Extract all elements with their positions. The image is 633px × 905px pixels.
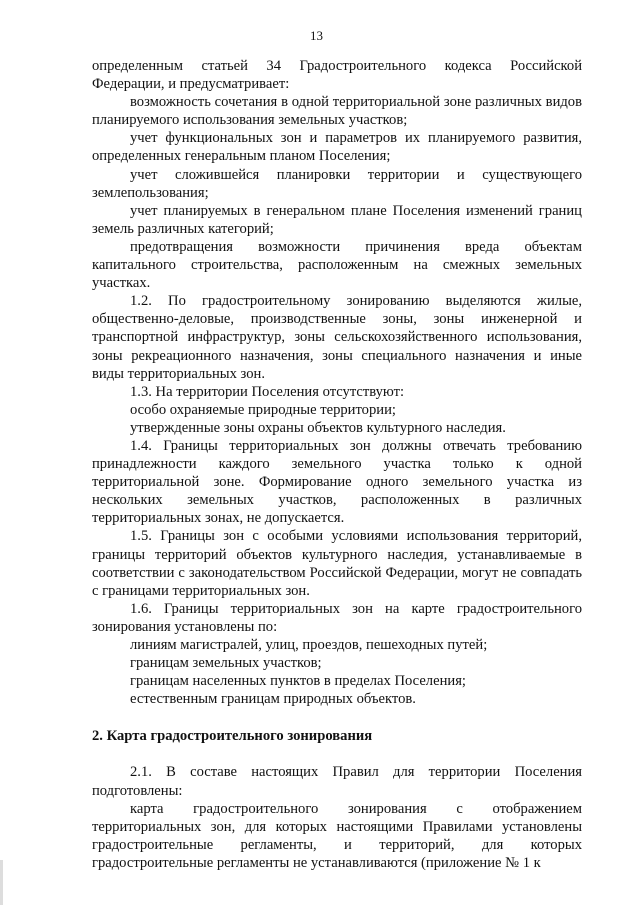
paragraph: определенным статьей 34 Градостроительного кодекса Российской Федерации, и предусматривает: — [92, 58, 582, 93]
paragraph: возможность сочетания в одной территориальной зоне различных видов планируемого использования земельных участков; — [92, 94, 582, 129]
clause-1-5: 1.5. Границы зон с особыми условиями использования территорий, границы территорий объектов культурного наследия, устанавливаемые в соответствии с законодательством Российской Федерации, могут не совпадать с границами территориальных зон. — [92, 528, 582, 599]
clause-1-3: 1.3. На территории Поселения отсутствуют: — [130, 383, 405, 400]
list-item: естественным границам природных объектов. — [130, 691, 416, 708]
section-heading: 2. Карта градостроительного зонирования — [92, 728, 373, 745]
list-item: линиям магистралей, улиц, проездов, пешеходных путей; — [130, 637, 488, 653]
paragraph: карта градостроительного зонирования с отображением территориальных зон, для которых настоящими Правилами установлены градостроительные регламенты, и территорий, для которых градостроительные регламенты не устанавливаются (приложение № 1 к — [92, 800, 582, 871]
list-item: границам земельных участков; — [130, 655, 322, 672]
list-item: границам населенных пунктов в пределах Поселения; — [130, 673, 466, 690]
list-item: утвержденные зоны охраны объектов культурного наследия. — [130, 419, 506, 436]
page-number: 13 — [310, 28, 323, 43]
clause-1-4: 1.4. Границы территориальных зон должны отвечать требованию принадлежности каждого земельного участка только к одной территориальной зоне. Формирование одного земельного участка из нескольких земельных участков, расположенных в различных территориальных зонах, не допускается. — [92, 437, 582, 527]
paragraph: учет планируемых в генеральном плане Поселения изменений границ земель различных категорий; — [92, 202, 582, 237]
clause-1-2: 1.2. По градостроительному зонированию выделяются жилые, общественно-деловые, производственные зоны, зоны инженерной и транспортной инфраструктур, зоны сельскохозяйственного использования, зоны рекреационного назначения, зоны специального назначения и иные виды территориальных зон. — [92, 293, 582, 382]
clause-2-1: 2.1. В составе настоящих Правил для территории Поселения подготовлены: — [92, 764, 582, 799]
paragraph: учет функциональных зон и параметров их планируемого развития, определенных генеральным планом Поселения; — [92, 130, 582, 165]
scan-edge — [0, 860, 3, 905]
document-body — [92, 57, 582, 872]
clause-1-6: 1.6. Границы территориальных зон на карте градостроительного зонирования установлены по: — [92, 600, 582, 635]
paragraph: предотвращения возможности причинения вреда объектам капитального строительства, расположенным на смежных земельных участках. — [92, 238, 582, 292]
list-item: особо охраняемые природные территории; — [130, 401, 396, 418]
paragraph: учет сложившейся планировки территории и существующего землепользования; — [92, 166, 582, 201]
